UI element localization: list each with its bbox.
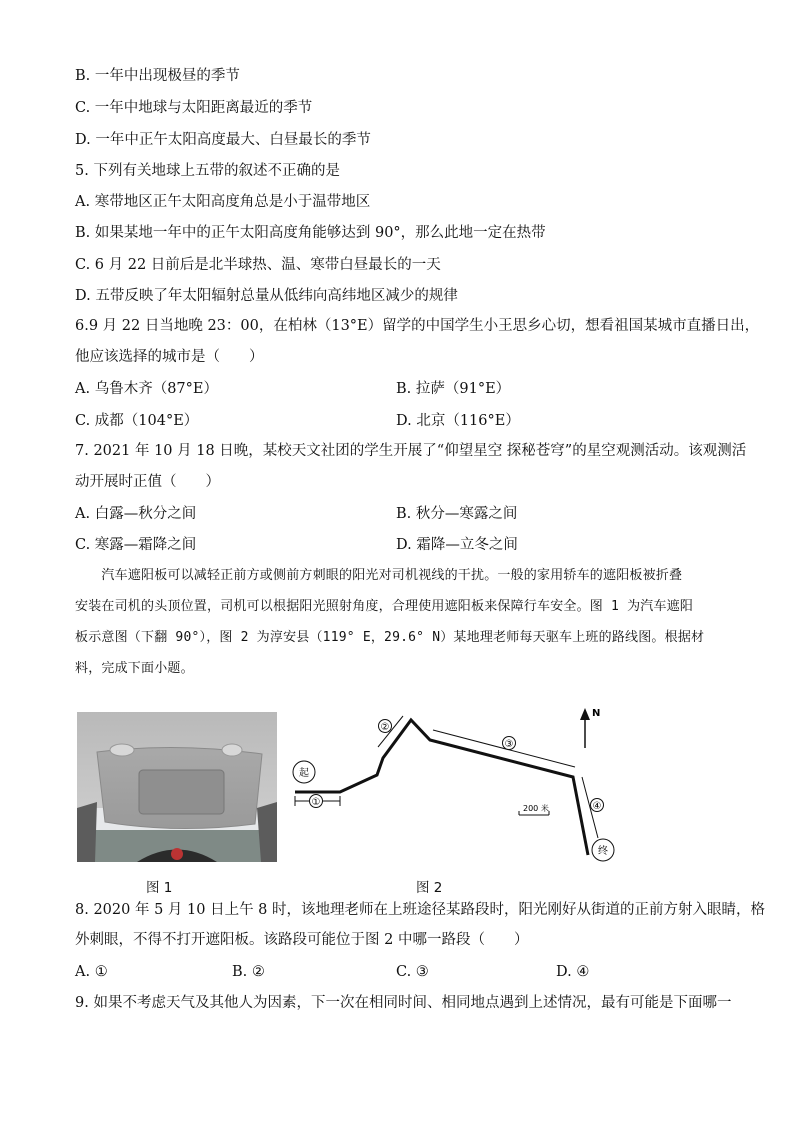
figure1-sun-visor-photo: [77, 712, 277, 862]
material-line3: 板示意图（下翻 90°），图 2 为淳安县（119° E，29.6° N）某地理老师每天驱车上班的路线图。根据材: [75, 630, 705, 645]
q5-option-c: C. 6 月 22 日前后是北半球热、温、寒带白昼最长的一天: [75, 257, 441, 273]
q8-option-d: D. ④: [556, 964, 590, 980]
q7-option-b: B. 秋分—寒露之间: [396, 506, 518, 522]
q8-stem-line2: 外刺眼，不得不打开遮阳板。该路段可能位于图 2 中哪一路段（ ）: [75, 932, 529, 948]
q7-option-d: D. 霜降—立冬之间: [396, 537, 518, 553]
q6-option-b: B. 拉萨（91°E）: [396, 381, 511, 397]
q5-stem: 5. 下列有关地球上五带的叙述不正确的是: [75, 163, 340, 179]
figure1-caption: 图 1: [146, 880, 173, 896]
sun-visor-illustration: [77, 712, 277, 862]
q6-option-c: C. 成都（104°E）: [75, 413, 199, 429]
figure2-caption: 图 2: [416, 880, 443, 896]
q5-option-b: B. 如果某地一年中的正午太阳高度角能够达到 90°，那么此地一定在热带: [75, 225, 546, 241]
segment4-label: ④: [592, 801, 602, 812]
segment2-label: ②: [380, 722, 390, 733]
material-line1: 汽车遮阳板可以减轻正前方或侧前方刺眼的阳光对司机视线的干扰。一般的家用轿车的遮阳板被折叠: [75, 568, 683, 583]
q6-option-a: A. 乌鲁木齐（87°E）: [75, 381, 218, 397]
end-label: 终: [598, 846, 608, 857]
q7-option-c: C. 寒露—霜降之间: [75, 537, 197, 553]
material-line2: 安装在司机的头顶位置，司机可以根据阳光照射角度，合理使用遮阳板来保障行车安全。图 1 为汽车遮阳: [75, 599, 694, 614]
q6-stem-line1: 6.9 月 22 日当地晚 23：00，在柏林（13°E）留学的中国学生小王思乡心切，想看祖国某城市直播日出，: [75, 318, 760, 334]
q8-option-c: C. ③: [396, 964, 429, 980]
route-line: [295, 720, 588, 855]
q6-stem-line2: 他应该选择的城市是（ ）: [75, 349, 264, 365]
q4-option-d: D. 一年中正午太阳高度最大、白昼最长的季节: [75, 132, 371, 148]
q4-option-c: C. 一年中地球与太阳距离最近的季节: [75, 100, 313, 116]
q7-option-a: A. 白露—秋分之间: [75, 506, 197, 522]
q7-stem-line2: 动开展时正值（ ）: [75, 474, 220, 490]
north-label: N: [592, 708, 601, 719]
material-line4: 料，完成下面小题。: [75, 661, 194, 676]
segment3-label: ③: [504, 739, 514, 750]
q8-option-b: B. ②: [232, 964, 265, 980]
q7-stem-line1: 7. 2021 年 10 月 18 日晚，某校天文社团的学生开展了“仰望星空 探秘苍穹”的星空观测活动。该观测活: [75, 443, 747, 459]
segment1-label: ①: [311, 797, 321, 808]
q8-stem-line1: 8. 2020 年 5 月 10 日上午 8 时，该地理老师在上班途径某路段时，阳光刚好从街道的正前方射入眼睛，格: [75, 902, 766, 918]
q5-option-a: A. 寒带地区正午太阳高度角总是小于温带地区: [75, 194, 371, 210]
start-label: 起: [299, 768, 309, 779]
figure2-route-map: [285, 700, 625, 870]
q8-option-a: A. ①: [75, 964, 108, 980]
q6-option-d: D. 北京（116°E）: [396, 413, 520, 429]
q9-stem: 9. 如果不考虑天气及其他人为因素，下一次在相同时间、相同地点遇到上述情况，最有可能是下面哪一: [75, 995, 732, 1011]
scale-label: 200 米: [523, 804, 549, 813]
q4-option-b: B. 一年中出现极昼的季节: [75, 68, 240, 84]
q5-option-d: D. 五带反映了年太阳辐射总量从低纬向高纬地区减少的规律: [75, 288, 458, 304]
